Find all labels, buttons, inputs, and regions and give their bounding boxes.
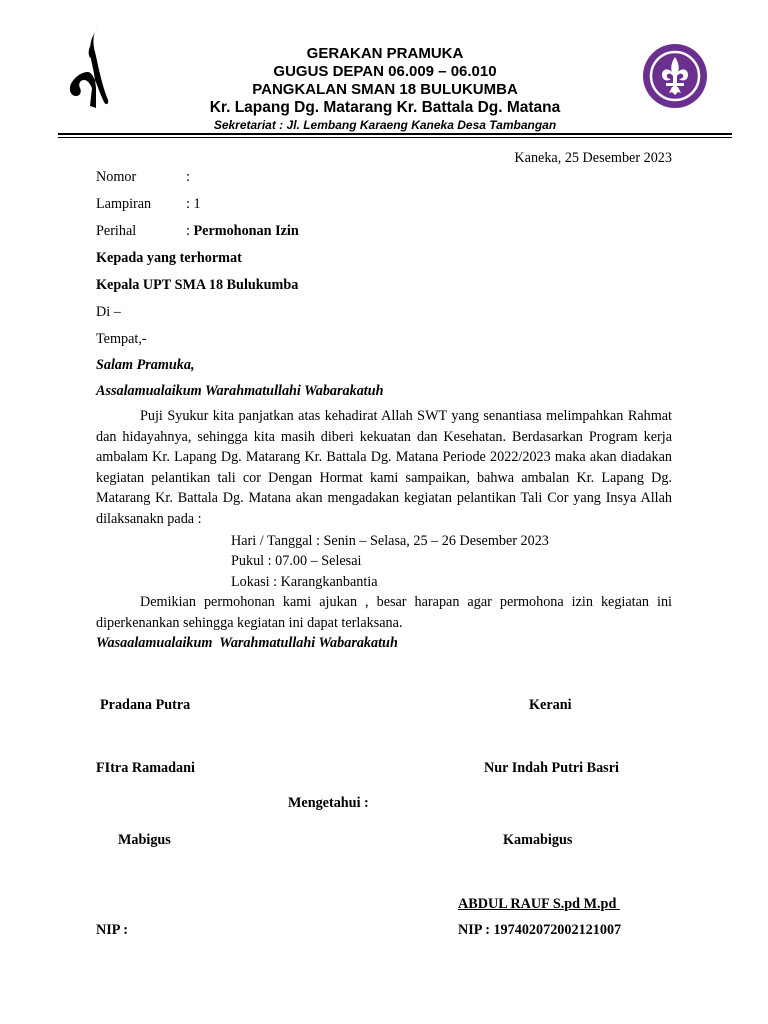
recipient-di: Di – xyxy=(96,304,121,320)
place-date: Kaneka, 25 Desember 2023 xyxy=(514,150,672,166)
lampiran-label: Lampiran xyxy=(96,196,152,212)
secretariat-address: Sekretariat : Jl. Lembang Karaeng Kaneka Desa Tambangan xyxy=(213,118,557,132)
closing-text: Demikian permohonan kami ajukan , besar harapan agar permohona izin kegiatan ini diperkenankan sehingga kegiatan ini dapat terlaksana. xyxy=(96,594,672,631)
tunas-kelapa-icon xyxy=(62,24,118,112)
body-paragraph xyxy=(96,406,672,530)
opening-salutation: Assalamualaikum Warahmatullahi Wabarakatuh xyxy=(96,383,384,399)
gugus-depan: GUGUS DEPAN 06.009 – 06.010 xyxy=(273,63,497,80)
event-day: Hari / Tanggal : Senin – Selasa, 25 – 26 Desember 2023 xyxy=(231,533,549,549)
header-divider xyxy=(58,133,732,135)
wosm-fleur-de-lis-icon xyxy=(642,43,708,109)
mabigus-title: Mabigus xyxy=(118,832,171,848)
mabigus-nip: NIP : xyxy=(96,922,128,938)
signer-right-name: Nur Indah Putri Basri xyxy=(484,760,619,776)
kamabigus-nip: NIP : 197402072002121007 xyxy=(458,922,622,938)
signer-left-title: Pradana Putra xyxy=(100,697,191,713)
recipient-greeting: Kepada yang terhormat xyxy=(96,250,242,266)
ambalan-name: Kr. Lapang Dg. Matarang Kr. Battala Dg. Matana xyxy=(209,99,561,116)
header-divider-thin xyxy=(58,137,732,138)
signer-left-name: FItra Ramadani xyxy=(96,760,195,776)
event-location: Lokasi : Karangkanbantia xyxy=(231,574,378,590)
acknowledged-label: Mengetahui : xyxy=(288,795,369,811)
recipient-name: Kepala UPT SMA 18 Bulukumba xyxy=(96,277,299,293)
signer-right-title: Kerani xyxy=(529,697,572,713)
event-time: Pukul : 07.00 – Selesai xyxy=(231,553,362,569)
kamabigus-title: Kamabigus xyxy=(503,832,573,848)
pangkalan: PANGKALAN SMAN 18 BULUKUMBA xyxy=(252,81,518,98)
recipient-place: Tempat,- xyxy=(96,331,147,347)
closing-salutation: Wasaalamualaikum Warahmatullahi Wabarakatuh xyxy=(96,635,398,651)
lampiran-value: : 1 xyxy=(186,196,201,212)
nomor-label: Nomor xyxy=(96,169,137,185)
perihal-colon: : xyxy=(186,223,194,239)
kamabigus-name: ABDUL RAUF S.pd M.pd xyxy=(458,896,620,912)
nomor-value: : xyxy=(186,169,190,185)
perihal-row xyxy=(186,224,299,238)
perihal-value: Permohonan Izin xyxy=(193,223,299,239)
perihal-label: Perihal xyxy=(96,223,137,239)
salam-pramuka: Salam Pramuka, xyxy=(96,357,195,373)
org-name: GERAKAN PRAMUKA xyxy=(306,45,464,62)
body-text: Puji Syukur kita panjatkan atas kehadirat Allah SWT yang senantiasa melimpahkan Rahmat dan hidayahnya, sehingga kita masih diberi kekuatan dan Kesehatan. Berdasarkan Program kerja ambalam Kr. Lapang Dg. Matarang Kr. Battala Dg. Matana Periode 2022/2023 maka akan diadakan kegiatan pelantikan tali cor Dengan Hormat kami sampaikan, bahwa ambalan Kr. Lapang Dg. Matarang Kr. Battala Dg. Matana akan mengadakan kegiatan pelantikan Tali Cor yang Insya Allah dilaksanakn pada : xyxy=(96,408,672,527)
closing-paragraph xyxy=(96,592,672,633)
